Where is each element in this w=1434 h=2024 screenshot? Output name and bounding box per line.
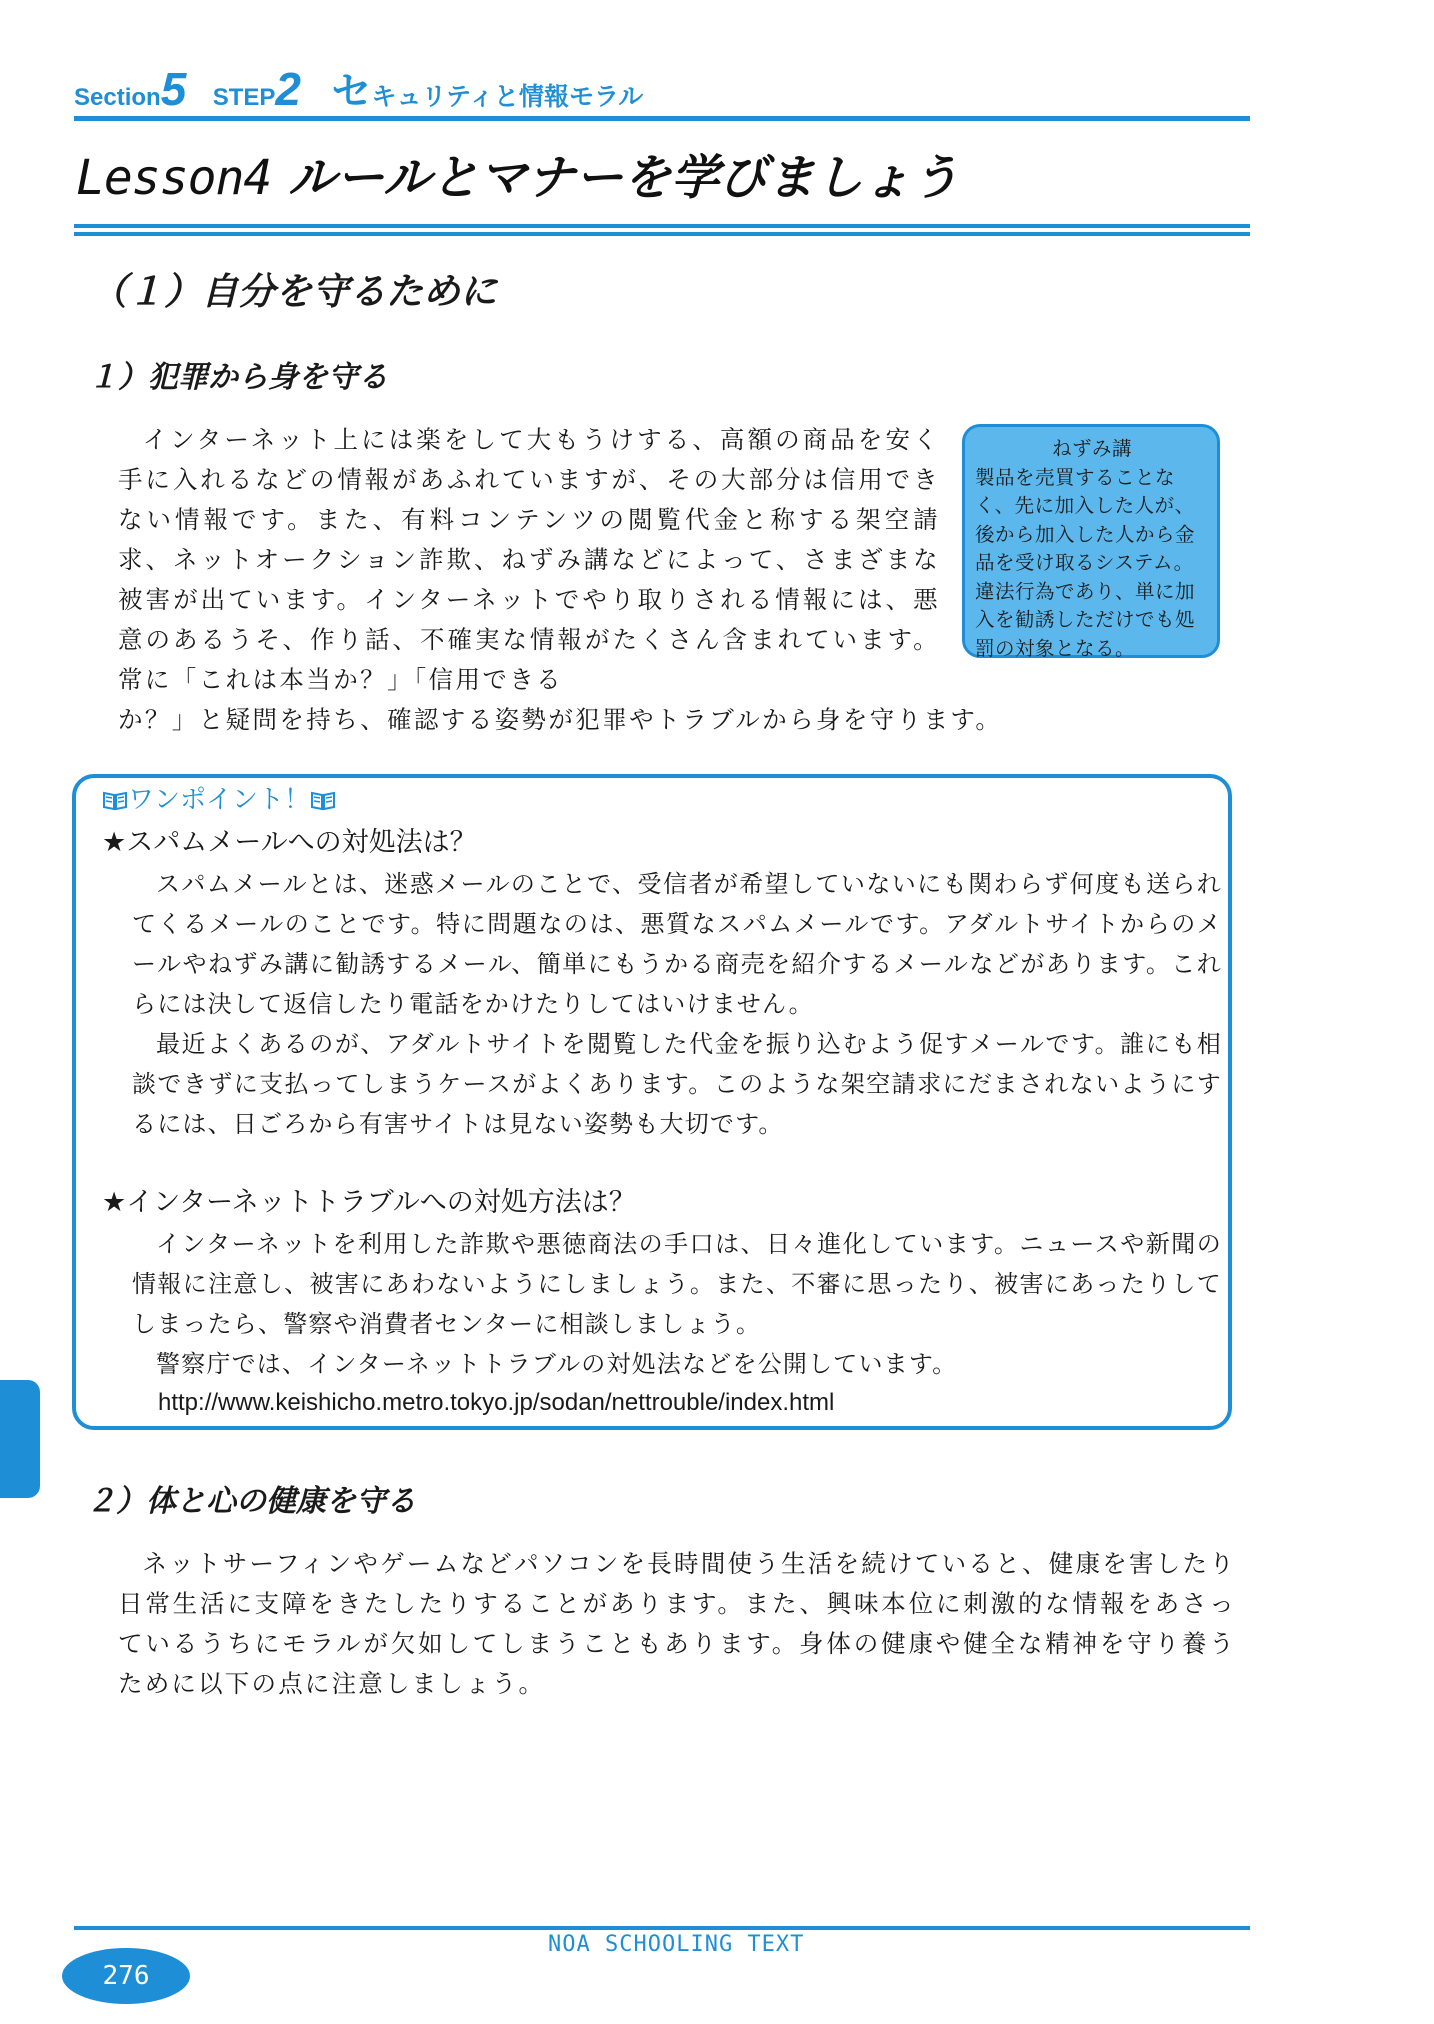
crime-paragraph: インターネット上には楽をして大もうけする、高額の商品を安く手に入れるなどの情報があふれていますが、その大部分は信用できない情報です。また、有料コンテンツの閲覧代金と称する架空請求、ネットオークション詐欺、ねずみ講などによって、さまざまな被害が出ています。インターネットでやり取りされる情報には、悪意のあるうそ、作り話、不確実な情報がたくさん含まれています。常に「これは本当か？」「信用できる (118, 425, 940, 694)
spam-paragraph-2: 最近よくあるのが、アダルトサイトを閲覧した代金を振り込むよう促すメールです。誰にも相談できずに支払ってしまうケースがよくあります。このような架空請求にだまされないようにするには、日ごろから有害サイトは見ない姿勢も大切です。 (132, 1030, 1222, 1138)
trouble-paragraph-1: インターネットを利用した詐欺や悪徳商法の手口は、日々進化しています。ニュースや新聞の情報に注意し、被害にあわないようにしましょう。また、不審に思ったり、被害にあったりしてしまったら、警察や消費者センターに相談しましょう。 (132, 1230, 1222, 1338)
title-rule-bottom (74, 232, 1250, 236)
footer-rule (74, 1926, 1250, 1930)
crime-paragraph-tail: か？」と疑問を持ち、確認する姿勢が犯罪やトラブルから身を守ります。 (118, 705, 1003, 734)
section-heading: （１）自分を守るために (90, 270, 497, 313)
section-label: Section (74, 84, 161, 111)
note-title: ねずみ講 (1051, 437, 1132, 460)
trouble-paragraph-2: 警察庁では、インターネットトラブルの対処法などを公開しています。 (156, 1350, 958, 1378)
page-number: 276 (62, 1948, 190, 2004)
book-icon (102, 789, 128, 811)
health-paragraph: ネットサーフィンやゲームなどパソコンを長時間使う生活を続けていると、健康を害したり日常生活に支障をきたしたりすることがあります。また、興味本位に刺激的な情報をあさっているうちにモラルが欠如してしまうこともあります。身体の健康や健全な精神を守り養うために以下の点に注意しましょう。 (118, 1549, 1236, 1698)
pyramid-scheme-note (962, 424, 1220, 658)
header-rule (74, 116, 1250, 121)
chapter-title-initial: セ (331, 70, 372, 114)
footer-text: NOA SCHOOLING TEXT (548, 1932, 805, 1957)
step-number: 2 (275, 63, 302, 115)
police-url-link[interactable]: http://www.keishicho.metro.tokyo.jp/sodan/nettrouble/index.html (158, 1389, 835, 1416)
lesson-name: ルールとマナーを学びましょう (288, 150, 960, 206)
book-icon (310, 789, 336, 811)
title-rule-top (74, 224, 1250, 228)
lesson-title (76, 150, 959, 208)
onepoint-title-row (102, 784, 336, 816)
chapter-title-rest: キュリティと情報モラル (371, 83, 644, 111)
step-label: STEP (212, 84, 276, 111)
subsection-heading-health: ２）体と心の健康を守る (86, 1484, 416, 1519)
spam-question: ★スパムメールへの対処法は？ (102, 827, 477, 858)
trouble-question: ★インターネットトラブルへの対処方法は？ (102, 1187, 636, 1218)
onepoint-title: ワンポイント！ (128, 785, 311, 815)
spam-paragraph-1: スパムメールとは、迷惑メールのことで、受信者が希望していないにも関わらず何度も送られてくるメールのことです。特に問題なのは、悪質なスパムメールです。アダルトサイトからのメールやねずみ講に勧誘するメール、簡単にもうかる商売を紹介するメールなどがあります。これらには決して返信したり電話をかけたりしてはいけません。 (132, 870, 1222, 1018)
section-number: 5 (160, 63, 187, 115)
section-header (74, 63, 644, 115)
chapter-index-tab (0, 1380, 40, 1498)
lesson-number: Lesson4 (76, 150, 272, 206)
subsection-heading-crime: １）犯罪から身を守る (88, 360, 388, 395)
note-text: 製品を売買することなく、先に加入した人が、後から加入した人から金品を受け取るシステム。違法行為であり、単に加入を勧誘しただけでも処罰の対象となる。 (975, 465, 1196, 660)
